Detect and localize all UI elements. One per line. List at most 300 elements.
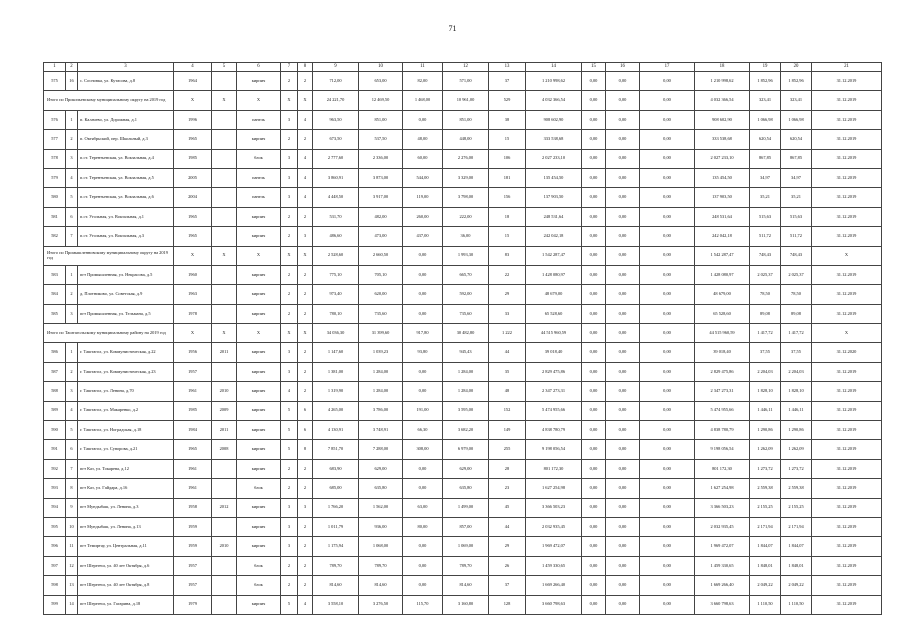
table-cell: 683,90 bbox=[313, 459, 359, 478]
address-cell: п. Калачево, ул. Дорожная, д.1 bbox=[78, 110, 174, 129]
table-cell: 0,00 bbox=[403, 459, 443, 478]
table-cell: 2 bbox=[281, 207, 298, 226]
table-cell: 597 bbox=[44, 556, 66, 575]
table-cell: 814,60 bbox=[313, 576, 359, 595]
table-cell: 580 bbox=[44, 188, 66, 207]
table-cell: 2 bbox=[298, 479, 313, 498]
table-cell: 0,00 bbox=[640, 91, 695, 110]
table-cell: 7 288,00 bbox=[359, 440, 403, 459]
table-cell: 35,21 bbox=[750, 188, 781, 207]
table-row bbox=[44, 517, 882, 536]
table-cell: 2 bbox=[281, 556, 298, 575]
table-cell: 5 474 955,66 bbox=[526, 401, 582, 420]
table-cell: 3 bbox=[66, 304, 78, 323]
table-cell: 248 531,64 bbox=[526, 207, 582, 226]
table-cell: 0,00 bbox=[582, 188, 606, 207]
table-cell: 0,00 bbox=[582, 401, 606, 420]
table-cell: 0,00 bbox=[403, 304, 443, 323]
table-cell: 587 bbox=[44, 362, 66, 381]
table-cell: 0,00 bbox=[582, 149, 606, 168]
table-cell bbox=[212, 304, 237, 323]
table-cell: X bbox=[281, 324, 298, 343]
table-cell: 0,00 bbox=[606, 362, 640, 381]
table-cell: 1 319,90 bbox=[313, 382, 359, 401]
table-cell: 12 469,50 bbox=[359, 91, 403, 110]
table-cell: 0,00 bbox=[582, 459, 606, 478]
table-cell: 66,30 bbox=[403, 421, 443, 440]
table-cell bbox=[212, 362, 237, 381]
table-cell: 735,60 bbox=[359, 304, 403, 323]
table-cell: 0,00 bbox=[640, 207, 695, 226]
table-cell: 0,00 bbox=[606, 595, 640, 614]
table-cell: 1 273,72 bbox=[781, 459, 812, 478]
table-cell: 0,00 bbox=[606, 246, 640, 265]
table-cell: 515,63 bbox=[750, 207, 781, 226]
table-cell: X bbox=[212, 324, 237, 343]
table-cell: 1985 bbox=[174, 149, 212, 168]
table-cell: 1 110,50 bbox=[750, 595, 781, 614]
address-cell: пгт Шерегеш, ул. Гагарина, д.18 bbox=[78, 595, 174, 614]
table-cell: 2 204,03 bbox=[781, 362, 812, 381]
table-cell: 685,00 bbox=[313, 479, 359, 498]
table-cell: 0,00 bbox=[403, 265, 443, 284]
table-cell: 0,00 bbox=[606, 188, 640, 207]
table-cell: 3 786,00 bbox=[359, 401, 403, 420]
table-cell: 3 bbox=[281, 110, 298, 129]
table-cell: 308,00 bbox=[403, 440, 443, 459]
table-cell: 2 bbox=[298, 517, 313, 536]
table-cell: 653,00 bbox=[359, 72, 403, 91]
table-cell: 4 bbox=[298, 149, 313, 168]
table-cell: 578 bbox=[44, 149, 66, 168]
table-cell: 191,00 bbox=[403, 401, 443, 420]
table-cell: 0,00 bbox=[606, 576, 640, 595]
table-cell: кирпич bbox=[237, 421, 281, 440]
table-cell: 1 039,23 bbox=[359, 343, 403, 362]
table-cell: кирпич bbox=[237, 227, 281, 246]
table-cell: 2 bbox=[281, 72, 298, 91]
table-cell: 93,80 bbox=[403, 343, 443, 362]
table-cell: 31.12.2019 bbox=[812, 91, 882, 110]
table-cell: 1961 bbox=[174, 382, 212, 401]
table-cell: 1 459 330,65 bbox=[526, 556, 582, 575]
table-cell: 3 160,80 bbox=[443, 595, 489, 614]
table-cell: 511,72 bbox=[781, 227, 812, 246]
table-cell: 3 558,10 bbox=[313, 595, 359, 614]
table-row bbox=[44, 556, 882, 575]
table-cell: 0,00 bbox=[582, 479, 606, 498]
table-cell: 3 bbox=[281, 362, 298, 381]
table-cell: 135 454,50 bbox=[695, 168, 750, 187]
table-cell: 908 602,90 bbox=[526, 110, 582, 129]
header-cell: 20 bbox=[781, 63, 812, 72]
table-cell: 3 bbox=[66, 149, 78, 168]
table-cell: 12 bbox=[66, 556, 78, 575]
table-cell: 5 bbox=[281, 401, 298, 420]
table-cell: 6 bbox=[298, 421, 313, 440]
table-cell: 0,00 bbox=[606, 130, 640, 149]
table-cell: 2 347 273,31 bbox=[695, 382, 750, 401]
table-cell: 582 bbox=[44, 227, 66, 246]
subtotal-label: Итого по Прокопьевскому муниципальному округу на 2019 год bbox=[44, 91, 174, 110]
table-cell: 0,00 bbox=[582, 91, 606, 110]
table-cell: 0,00 bbox=[582, 382, 606, 401]
table-row bbox=[44, 362, 882, 381]
table-cell: 2 347 273,31 bbox=[526, 382, 582, 401]
table-cell: 620,54 bbox=[750, 130, 781, 149]
table-cell: 30 482,80 bbox=[443, 324, 489, 343]
table-cell: 0,00 bbox=[640, 440, 695, 459]
table-cell: 486,60 bbox=[313, 227, 359, 246]
table-cell: 23 bbox=[489, 479, 526, 498]
table-cell: 83 bbox=[489, 246, 526, 265]
address-cell: пгт Мундыбаш, ул. Ленина, д.3 bbox=[78, 498, 174, 517]
table-cell: 31.12.2019 bbox=[812, 479, 882, 498]
table-cell: 0,00 bbox=[606, 110, 640, 129]
table-cell: кирпич bbox=[237, 517, 281, 536]
table-cell: 2 032 935,45 bbox=[526, 517, 582, 536]
table-cell: 2 025,37 bbox=[750, 265, 781, 284]
table-row bbox=[44, 285, 882, 304]
table-cell: 35,21 bbox=[781, 188, 812, 207]
header-cell: 16 bbox=[606, 63, 640, 72]
table-cell: 595 bbox=[44, 517, 66, 536]
table-cell: 0,00 bbox=[582, 72, 606, 91]
table-cell: X bbox=[174, 324, 212, 343]
table-cell: 65 528,60 bbox=[526, 304, 582, 323]
table-cell bbox=[212, 130, 237, 149]
table-cell: 115,70 bbox=[403, 595, 443, 614]
table-cell: 1 848,01 bbox=[750, 556, 781, 575]
table-cell bbox=[212, 110, 237, 129]
table-cell: 0,00 bbox=[640, 324, 695, 343]
table-cell: 31.12.2019 bbox=[812, 517, 882, 536]
table-row bbox=[44, 479, 882, 498]
table-cell: 3 bbox=[281, 343, 298, 362]
table-cell: 181 bbox=[489, 168, 526, 187]
table-row bbox=[44, 440, 882, 459]
table-cell: 936,00 bbox=[359, 517, 403, 536]
table-row bbox=[44, 576, 882, 595]
table-row bbox=[44, 110, 882, 129]
table-cell: 44 bbox=[489, 517, 526, 536]
table-cell: 0,00 bbox=[582, 285, 606, 304]
table-row bbox=[44, 595, 882, 614]
table-cell: 748,43 bbox=[781, 246, 812, 265]
table-cell: 119,00 bbox=[403, 188, 443, 207]
table-cell: 0,00 bbox=[640, 265, 695, 284]
table-cell: 1 147,60 bbox=[313, 343, 359, 362]
table-cell: 31.12.2019 bbox=[812, 265, 882, 284]
table-cell: 1 069,00 bbox=[443, 537, 489, 556]
table-cell: кирпич bbox=[237, 304, 281, 323]
table-cell: 0,00 bbox=[640, 188, 695, 207]
table-cell: 598 bbox=[44, 576, 66, 595]
table-cell: 39 018,40 bbox=[695, 343, 750, 362]
header-cell: 6 bbox=[237, 63, 281, 72]
table-cell: 3 bbox=[281, 188, 298, 207]
table-cell: 34 036,30 bbox=[313, 324, 359, 343]
table-cell: 2 155,25 bbox=[750, 498, 781, 517]
table-cell: 2 bbox=[281, 130, 298, 149]
table-cell: 0,00 bbox=[640, 382, 695, 401]
table-cell: 1 542 287,47 bbox=[526, 246, 582, 265]
table-cell: 775,10 bbox=[313, 265, 359, 284]
table-cell: 3 660 798,63 bbox=[526, 595, 582, 614]
table-cell: 1957 bbox=[174, 362, 212, 381]
address-cell: п. Октябрьский, пер. Школьный, д.3 bbox=[78, 130, 174, 149]
table-cell: 13 bbox=[66, 576, 78, 595]
table-cell: 5 bbox=[66, 188, 78, 207]
header-cell: 9 bbox=[313, 63, 359, 72]
table-cell: 908 602,90 bbox=[695, 110, 750, 129]
table-cell: 9 198 056,54 bbox=[526, 440, 582, 459]
table-cell: панель bbox=[237, 110, 281, 129]
table-cell: 712,00 bbox=[313, 72, 359, 91]
table-cell: 0,00 bbox=[640, 459, 695, 478]
table-cell: 1 284,00 bbox=[359, 362, 403, 381]
table-cell: 0,00 bbox=[640, 517, 695, 536]
subtotal-row bbox=[44, 324, 882, 343]
table-cell: 1960 bbox=[174, 265, 212, 284]
table-cell: 1 828,10 bbox=[750, 382, 781, 401]
table-cell: 6 bbox=[298, 401, 313, 420]
table-cell: X bbox=[298, 91, 313, 110]
table-cell: 149 bbox=[489, 421, 526, 440]
table-cell: 36,00 bbox=[443, 227, 489, 246]
table-cell: 0,00 bbox=[606, 459, 640, 478]
table-cell: 851,00 bbox=[359, 110, 403, 129]
table-cell: 473,00 bbox=[359, 227, 403, 246]
table-cell: 4 bbox=[298, 595, 313, 614]
table-cell: 0,00 bbox=[606, 324, 640, 343]
table-cell: 0,00 bbox=[640, 421, 695, 440]
table-cell: 89,08 bbox=[750, 304, 781, 323]
header-cell: 15 bbox=[582, 63, 606, 72]
table-cell: 1 446,11 bbox=[781, 401, 812, 420]
table-cell: 152 bbox=[489, 401, 526, 420]
table-cell: 31.12.2019 bbox=[812, 72, 882, 91]
table-cell: 1 417,72 bbox=[781, 324, 812, 343]
table-cell: 255 bbox=[489, 440, 526, 459]
table-cell: 544,00 bbox=[403, 168, 443, 187]
table-cell: 34,97 bbox=[781, 168, 812, 187]
address-cell: пгт Промышленная, ул. Некрасова, д.5 bbox=[78, 265, 174, 284]
table-cell: 137 903,50 bbox=[695, 188, 750, 207]
table-cell: 0,00 bbox=[582, 304, 606, 323]
table-cell: 31.12.2019 bbox=[812, 595, 882, 614]
table-cell: 48 679,00 bbox=[695, 285, 750, 304]
table-cell: 1 066,98 bbox=[781, 110, 812, 129]
table-cell bbox=[212, 188, 237, 207]
table-cell: 2 032 935,45 bbox=[695, 517, 750, 536]
table-row bbox=[44, 498, 882, 517]
table-cell: 26 bbox=[489, 556, 526, 575]
table-cell: 22 bbox=[489, 265, 526, 284]
table-cell: 4 bbox=[66, 168, 78, 187]
table-cell: блок bbox=[237, 556, 281, 575]
table-cell bbox=[212, 285, 237, 304]
table-cell: 31.12.2019 bbox=[812, 168, 882, 187]
table-cell: кирпич bbox=[237, 362, 281, 381]
table-cell: 1965 bbox=[174, 227, 212, 246]
table-cell: 579 bbox=[44, 168, 66, 187]
table-cell: 2 bbox=[298, 576, 313, 595]
table-cell: 78,50 bbox=[750, 285, 781, 304]
table-cell: 1978 bbox=[174, 304, 212, 323]
table-cell bbox=[212, 168, 237, 187]
table-cell: 2 bbox=[281, 285, 298, 304]
table-cell: 4 bbox=[66, 401, 78, 420]
table-cell: 4 448,50 bbox=[313, 188, 359, 207]
table-cell: 1 066,98 bbox=[750, 110, 781, 129]
table-cell bbox=[212, 265, 237, 284]
table-cell: 586 bbox=[44, 343, 66, 362]
table-cell: 1958 bbox=[174, 498, 212, 517]
table-cell: 3 bbox=[281, 537, 298, 556]
table-cell: 31.12.2019 bbox=[812, 362, 882, 381]
table-cell: 31.12.2019 bbox=[812, 207, 882, 226]
table-cell: 0,00 bbox=[640, 110, 695, 129]
column-number-header bbox=[44, 63, 882, 72]
table-cell: 14 bbox=[66, 595, 78, 614]
table-cell: 789,70 bbox=[313, 556, 359, 575]
table-cell: X bbox=[174, 91, 212, 110]
table-cell: 0,00 bbox=[582, 362, 606, 381]
table-cell: 33 bbox=[489, 304, 526, 323]
table-cell: 31.12.2019 bbox=[812, 576, 882, 595]
table-cell: 0,00 bbox=[640, 149, 695, 168]
subtotal-label: Итого по Промышленновскому муниципальному округу на 2019 год bbox=[44, 246, 174, 265]
table-cell: 7 851,70 bbox=[313, 440, 359, 459]
table-cell: 2 bbox=[281, 479, 298, 498]
table-cell: 0,00 bbox=[606, 285, 640, 304]
table-cell: 31.12.2019 bbox=[812, 149, 882, 168]
table-cell: X bbox=[812, 246, 882, 265]
table-cell: 0,00 bbox=[606, 498, 640, 517]
header-cell: 8 bbox=[298, 63, 313, 72]
table-cell: 0,00 bbox=[403, 362, 443, 381]
address-cell: пгт Каз, ул. Токарева, д.12 bbox=[78, 459, 174, 478]
table-cell: 31.12.2019 bbox=[812, 304, 882, 323]
table-cell: 814,60 bbox=[443, 576, 489, 595]
table-cell: 44 515 960,59 bbox=[695, 324, 750, 343]
table-cell: 31.12.2020 bbox=[812, 343, 882, 362]
table-cell: 1 262,09 bbox=[781, 440, 812, 459]
table-cell: 0,00 bbox=[582, 168, 606, 187]
table-cell: 629,00 bbox=[443, 459, 489, 478]
table-cell: 3 bbox=[281, 517, 298, 536]
table-cell: 3 366 503,23 bbox=[695, 498, 750, 517]
address-cell: пгт Каз, ул. Гайдара, д.16 bbox=[78, 479, 174, 498]
table-cell: 2 025,37 bbox=[781, 265, 812, 284]
address-cell: п.ст. Терентьевская, ул. Вокзальная, д.6 bbox=[78, 188, 174, 207]
table-cell: 673,50 bbox=[313, 130, 359, 149]
table-cell: 851,00 bbox=[443, 110, 489, 129]
header-cell: 14 bbox=[526, 63, 582, 72]
table-cell: 575 bbox=[44, 72, 66, 91]
table-row bbox=[44, 149, 882, 168]
table-cell: 2 bbox=[298, 72, 313, 91]
address-cell: пгт Промышленная, ул. Тельмана, д.5 bbox=[78, 304, 174, 323]
table-cell: 5 bbox=[281, 440, 298, 459]
table-row bbox=[44, 130, 882, 149]
table-cell bbox=[212, 207, 237, 226]
table-cell: X bbox=[237, 324, 281, 343]
table-cell: X bbox=[212, 246, 237, 265]
table-cell bbox=[212, 595, 237, 614]
table-cell: 1 852,96 bbox=[750, 72, 781, 91]
table-cell: 599 bbox=[44, 595, 66, 614]
table-cell: 0,00 bbox=[606, 421, 640, 440]
table-cell: 571,00 bbox=[443, 72, 489, 91]
table-cell bbox=[212, 479, 237, 498]
table-cell: 581 bbox=[44, 207, 66, 226]
table-cell: панель bbox=[237, 188, 281, 207]
table-cell: 10 961,00 bbox=[443, 91, 489, 110]
table-cell: 15 bbox=[489, 130, 526, 149]
table-cell: 31.12.2019 bbox=[812, 110, 882, 129]
table-cell: X bbox=[298, 324, 313, 343]
table-cell: 0,00 bbox=[582, 576, 606, 595]
table-cell: 0,00 bbox=[606, 382, 640, 401]
table-cell: 1 428 080,97 bbox=[526, 265, 582, 284]
address-cell: д. Плотниково, ул. Советская, д.9 bbox=[78, 285, 174, 304]
table-cell: 0,00 bbox=[640, 576, 695, 595]
table-cell: 1961 bbox=[174, 459, 212, 478]
table-cell: 1964 bbox=[174, 72, 212, 91]
table-cell: 242 042,18 bbox=[526, 227, 582, 246]
table-cell: 0,00 bbox=[606, 537, 640, 556]
table-cell: 44 bbox=[489, 343, 526, 362]
table-cell: 0,00 bbox=[582, 130, 606, 149]
table-cell: 16 bbox=[66, 72, 78, 91]
table-cell: 31.12.2019 bbox=[812, 285, 882, 304]
table-cell: 31.12.2019 bbox=[812, 382, 882, 401]
table-cell: 593 bbox=[44, 479, 66, 498]
table-cell: 0,00 bbox=[582, 498, 606, 517]
table-cell: 78,50 bbox=[781, 285, 812, 304]
table-row bbox=[44, 168, 882, 187]
table-cell: 515,63 bbox=[781, 207, 812, 226]
table-cell: 80,00 bbox=[403, 517, 443, 536]
table-cell: 29 bbox=[489, 285, 526, 304]
table-cell: X bbox=[812, 324, 882, 343]
table-cell: 333 538,68 bbox=[526, 130, 582, 149]
table-cell: 592,00 bbox=[443, 285, 489, 304]
table-cell: 1 627 254,98 bbox=[526, 479, 582, 498]
table-cell: 3 595,00 bbox=[443, 401, 489, 420]
table-cell: 3 bbox=[66, 382, 78, 401]
table-cell: 31.12.2019 bbox=[812, 440, 882, 459]
table-cell: 37,55 bbox=[750, 343, 781, 362]
table-cell: кирпич bbox=[237, 343, 281, 362]
table-cell: 31.12.2019 bbox=[812, 227, 882, 246]
table-cell: 4 130,91 bbox=[313, 421, 359, 440]
table-cell: 1965 bbox=[174, 207, 212, 226]
table-cell: 1 669 266,40 bbox=[526, 576, 582, 595]
table-cell: 48 679,00 bbox=[526, 285, 582, 304]
table-cell: 531,70 bbox=[313, 207, 359, 226]
table-cell: 5 bbox=[66, 421, 78, 440]
table-cell: 0,00 bbox=[640, 343, 695, 362]
table-cell: 0,00 bbox=[403, 246, 443, 265]
table-cell: 591 bbox=[44, 440, 66, 459]
table-cell: 1 bbox=[66, 343, 78, 362]
table-cell: 1 969 472,07 bbox=[695, 537, 750, 556]
table-cell: 31 399,60 bbox=[359, 324, 403, 343]
table-cell: 2 bbox=[281, 265, 298, 284]
